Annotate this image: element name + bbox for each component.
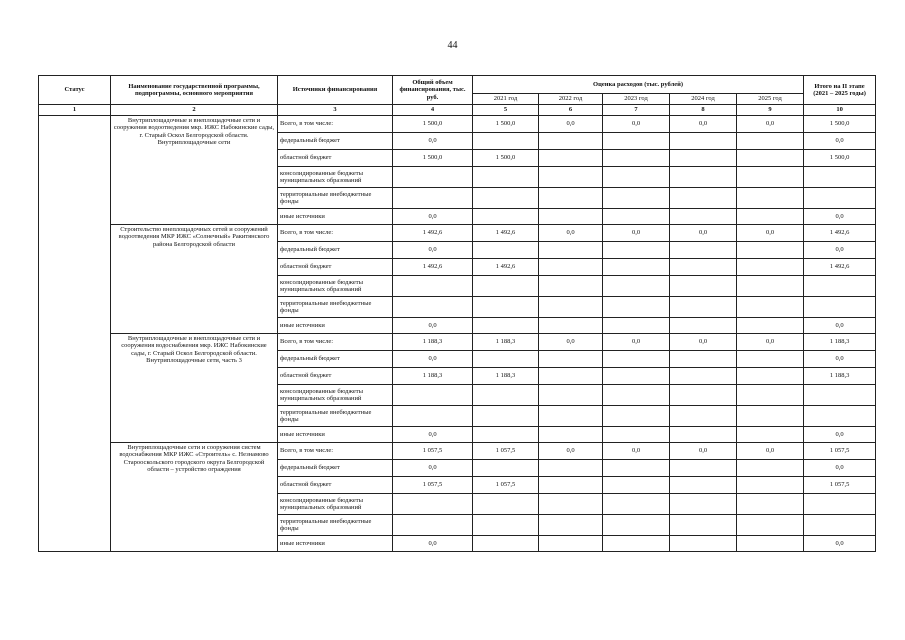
source-label-cell: иные источники bbox=[278, 209, 393, 225]
col-number: 4 bbox=[393, 105, 473, 116]
year-value-cell bbox=[539, 515, 603, 536]
year-value-cell: 0,0 bbox=[603, 443, 670, 460]
year-value-cell: 0,0 bbox=[670, 334, 737, 351]
year-value-cell bbox=[539, 167, 603, 188]
year-value-cell bbox=[737, 385, 804, 406]
year-value-cell bbox=[670, 368, 737, 385]
year-value-cell: 1 057,5 bbox=[473, 443, 539, 460]
source-label-cell: областной бюджет bbox=[278, 477, 393, 494]
stage-total-cell: 1 057,5 bbox=[804, 477, 876, 494]
total-cell: 0,0 bbox=[393, 536, 473, 552]
year-value-cell bbox=[473, 209, 539, 225]
year-value-cell bbox=[670, 536, 737, 552]
year-value-cell bbox=[737, 167, 804, 188]
year-header: 2024 год bbox=[670, 94, 737, 105]
year-value-cell bbox=[737, 133, 804, 150]
table-row bbox=[39, 116, 876, 133]
total-cell: 1 492,6 bbox=[393, 225, 473, 242]
source-label-cell: консолидированные бюджеты муниципальных образований bbox=[278, 494, 393, 515]
source-label-cell: Всего, в том числе: bbox=[278, 225, 393, 242]
year-value-cell: 0,0 bbox=[603, 225, 670, 242]
total-cell: 0,0 bbox=[393, 133, 473, 150]
year-value-cell bbox=[603, 242, 670, 259]
year-value-cell bbox=[539, 427, 603, 443]
stage-total-cell: 0,0 bbox=[804, 209, 876, 225]
year-value-cell: 0,0 bbox=[539, 334, 603, 351]
year-value-cell bbox=[737, 515, 804, 536]
source-label-cell: территориальные внебюджетные фонды bbox=[278, 297, 393, 318]
year-value-cell bbox=[539, 297, 603, 318]
year-value-cell bbox=[737, 188, 804, 209]
stage-total-cell: 0,0 bbox=[804, 318, 876, 334]
year-value-cell bbox=[670, 297, 737, 318]
year-value-cell bbox=[603, 188, 670, 209]
stage-total-cell: 1 492,6 bbox=[804, 259, 876, 276]
source-label-cell: федеральный бюджет bbox=[278, 242, 393, 259]
total-cell bbox=[393, 167, 473, 188]
total-cell bbox=[393, 297, 473, 318]
stage-total-cell bbox=[804, 297, 876, 318]
year-value-cell bbox=[737, 477, 804, 494]
year-value-cell bbox=[737, 297, 804, 318]
year-value-cell bbox=[737, 318, 804, 334]
source-label-cell: областной бюджет bbox=[278, 259, 393, 276]
total-cell: 1 057,5 bbox=[393, 477, 473, 494]
source-label-cell: областной бюджет bbox=[278, 368, 393, 385]
year-value-cell bbox=[603, 536, 670, 552]
year-value-cell bbox=[737, 351, 804, 368]
year-value-cell: 0,0 bbox=[539, 116, 603, 133]
year-value-cell bbox=[539, 351, 603, 368]
status-cell bbox=[39, 116, 111, 552]
year-value-cell bbox=[737, 276, 804, 297]
col-number: 5 bbox=[473, 105, 539, 116]
year-value-cell bbox=[603, 276, 670, 297]
year-value-cell bbox=[539, 494, 603, 515]
year-value-cell: 0,0 bbox=[737, 334, 804, 351]
source-label-cell: федеральный бюджет bbox=[278, 351, 393, 368]
year-value-cell: 1 188,3 bbox=[473, 368, 539, 385]
year-value-cell bbox=[670, 494, 737, 515]
year-value-cell bbox=[473, 460, 539, 477]
table-body bbox=[39, 116, 876, 552]
total-cell: 1 057,5 bbox=[393, 443, 473, 460]
year-value-cell bbox=[670, 242, 737, 259]
year-value-cell bbox=[473, 318, 539, 334]
year-value-cell: 0,0 bbox=[539, 443, 603, 460]
source-label-cell: Всего, в том числе: bbox=[278, 116, 393, 133]
page-number: 44 bbox=[447, 40, 458, 51]
header-program: Наименование государственной программы, подпрограммы, основного мероприятия bbox=[111, 76, 278, 105]
year-value-cell: 1 500,0 bbox=[473, 150, 539, 167]
year-value-cell: 0,0 bbox=[539, 225, 603, 242]
stage-total-cell: 0,0 bbox=[804, 427, 876, 443]
year-value-cell bbox=[473, 427, 539, 443]
total-cell: 1 188,3 bbox=[393, 334, 473, 351]
year-value-cell bbox=[737, 406, 804, 427]
year-value-cell bbox=[473, 276, 539, 297]
stage-total-cell: 0,0 bbox=[804, 242, 876, 259]
stage-total-cell: 1 492,6 bbox=[804, 225, 876, 242]
year-value-cell bbox=[539, 188, 603, 209]
header-stage-total: Итого на II этапе (2021 – 2025 годы) bbox=[804, 76, 876, 105]
header-status: Статус bbox=[39, 76, 111, 105]
year-value-cell bbox=[473, 133, 539, 150]
year-value-cell: 0,0 bbox=[737, 225, 804, 242]
year-value-cell bbox=[670, 385, 737, 406]
header-sources: Источники финансирования bbox=[278, 76, 393, 105]
col-number: 2 bbox=[111, 105, 278, 116]
year-value-cell bbox=[737, 494, 804, 515]
year-value-cell bbox=[603, 297, 670, 318]
year-value-cell bbox=[670, 276, 737, 297]
col-number: 7 bbox=[603, 105, 670, 116]
col-number: 6 bbox=[539, 105, 603, 116]
source-label-cell: иные источники bbox=[278, 427, 393, 443]
stage-total-cell: 1 500,0 bbox=[804, 116, 876, 133]
year-value-cell bbox=[539, 276, 603, 297]
source-label-cell: федеральный бюджет bbox=[278, 460, 393, 477]
year-value-cell bbox=[603, 477, 670, 494]
year-value-cell: 0,0 bbox=[670, 225, 737, 242]
table-row bbox=[39, 443, 876, 460]
year-value-cell bbox=[737, 209, 804, 225]
year-value-cell bbox=[473, 351, 539, 368]
stage-total-cell bbox=[804, 515, 876, 536]
year-value-cell bbox=[539, 406, 603, 427]
stage-total-cell: 1 188,3 bbox=[804, 334, 876, 351]
stage-total-cell: 0,0 bbox=[804, 351, 876, 368]
header-total: Общий объем финансирования, тыс. руб. bbox=[393, 76, 473, 105]
stage-total-cell: 1 188,3 bbox=[804, 368, 876, 385]
source-label-cell: иные источники bbox=[278, 318, 393, 334]
program-name-cell: Внутриплощадочные и внеплощадочные сети и сооружения водоотведения мкр. ИЖС Набокинские сады, г. Старый Оскол Белгородской области. Внутриплощадочные сети bbox=[111, 116, 278, 225]
year-value-cell bbox=[473, 536, 539, 552]
year-value-cell: 0,0 bbox=[737, 443, 804, 460]
year-value-cell bbox=[603, 460, 670, 477]
year-value-cell bbox=[737, 427, 804, 443]
year-value-cell bbox=[603, 150, 670, 167]
financing-table bbox=[38, 75, 876, 552]
year-value-cell bbox=[670, 188, 737, 209]
year-value-cell bbox=[670, 515, 737, 536]
year-value-cell bbox=[670, 460, 737, 477]
year-value-cell bbox=[603, 133, 670, 150]
year-value-cell bbox=[670, 167, 737, 188]
total-cell bbox=[393, 406, 473, 427]
year-value-cell: 0,0 bbox=[670, 116, 737, 133]
year-value-cell bbox=[670, 133, 737, 150]
year-value-cell: 1 492,6 bbox=[473, 225, 539, 242]
stage-total-cell bbox=[804, 406, 876, 427]
stage-total-cell: 0,0 bbox=[804, 460, 876, 477]
col-number: 1 bbox=[39, 105, 111, 116]
col-number: 3 bbox=[278, 105, 393, 116]
total-cell: 0,0 bbox=[393, 427, 473, 443]
year-value-cell bbox=[670, 150, 737, 167]
total-cell bbox=[393, 276, 473, 297]
total-cell: 1 492,6 bbox=[393, 259, 473, 276]
year-value-cell bbox=[473, 515, 539, 536]
stage-total-cell bbox=[804, 188, 876, 209]
total-cell: 0,0 bbox=[393, 318, 473, 334]
program-name-cell: Внутриплощадочные сети и сооружения систем водоснабжения МКР ИЖС «Строитель» с. Незнамово Старооскольского городского округа Белгородской области – устройство ограждения bbox=[111, 443, 278, 552]
year-value-cell bbox=[473, 297, 539, 318]
stage-total-cell: 0,0 bbox=[804, 536, 876, 552]
year-value-cell bbox=[539, 318, 603, 334]
year-value-cell bbox=[737, 368, 804, 385]
year-value-cell bbox=[737, 536, 804, 552]
year-value-cell bbox=[539, 477, 603, 494]
column-numbers-row bbox=[39, 105, 876, 116]
source-label-cell: консолидированные бюджеты муниципальных образований bbox=[278, 276, 393, 297]
year-value-cell bbox=[603, 259, 670, 276]
year-value-cell bbox=[603, 209, 670, 225]
year-header: 2021 год bbox=[473, 94, 539, 105]
table-row bbox=[39, 225, 876, 242]
year-value-cell bbox=[737, 460, 804, 477]
year-value-cell bbox=[603, 515, 670, 536]
total-cell bbox=[393, 385, 473, 406]
stage-total-cell bbox=[804, 276, 876, 297]
stage-total-cell bbox=[804, 494, 876, 515]
total-cell: 1 188,3 bbox=[393, 368, 473, 385]
year-value-cell bbox=[603, 318, 670, 334]
program-name-cell: Внутриплощадочные и внеплощадочные сети и сооружения водоснабжения мкр. ИЖС Набокинские сады, г. Старый Оскол Белгородской области. Внутриплощадочные сети, часть 3 bbox=[111, 334, 278, 443]
year-header: 2025 год bbox=[737, 94, 804, 105]
year-value-cell: 1 492,6 bbox=[473, 259, 539, 276]
year-value-cell bbox=[473, 188, 539, 209]
total-cell: 0,0 bbox=[393, 209, 473, 225]
stage-total-cell: 0,0 bbox=[804, 133, 876, 150]
year-value-cell bbox=[603, 167, 670, 188]
year-value-cell: 0,0 bbox=[603, 334, 670, 351]
year-value-cell: 1 057,5 bbox=[473, 477, 539, 494]
year-value-cell: 1 188,3 bbox=[473, 334, 539, 351]
source-label-cell: иные источники bbox=[278, 536, 393, 552]
year-value-cell bbox=[670, 406, 737, 427]
year-value-cell bbox=[473, 385, 539, 406]
year-value-cell bbox=[603, 385, 670, 406]
source-label-cell: Всего, в том числе: bbox=[278, 334, 393, 351]
total-cell: 1 500,0 bbox=[393, 150, 473, 167]
total-cell bbox=[393, 494, 473, 515]
table-row bbox=[39, 334, 876, 351]
source-label-cell: областной бюджет bbox=[278, 150, 393, 167]
total-cell: 0,0 bbox=[393, 351, 473, 368]
year-value-cell bbox=[473, 494, 539, 515]
year-value-cell bbox=[603, 406, 670, 427]
total-cell bbox=[393, 188, 473, 209]
year-value-cell bbox=[473, 167, 539, 188]
total-cell: 1 500,0 bbox=[393, 116, 473, 133]
header-estimate: Оценка расходов (тыс. рублей) bbox=[473, 76, 804, 94]
year-value-cell: 1 500,0 bbox=[473, 116, 539, 133]
col-number: 9 bbox=[737, 105, 804, 116]
source-label-cell: федеральный бюджет bbox=[278, 133, 393, 150]
year-value-cell bbox=[670, 259, 737, 276]
year-value-cell bbox=[670, 209, 737, 225]
year-value-cell bbox=[737, 259, 804, 276]
year-value-cell bbox=[603, 427, 670, 443]
total-cell: 0,0 bbox=[393, 460, 473, 477]
year-header: 2023 год bbox=[603, 94, 670, 105]
year-value-cell bbox=[539, 460, 603, 477]
source-label-cell: Всего, в том числе: bbox=[278, 443, 393, 460]
source-label-cell: консолидированные бюджеты муниципальных образований bbox=[278, 385, 393, 406]
year-header: 2022 год bbox=[539, 94, 603, 105]
stage-total-cell bbox=[804, 385, 876, 406]
year-value-cell bbox=[603, 494, 670, 515]
stage-total-cell: 1 057,5 bbox=[804, 443, 876, 460]
stage-total-cell: 1 500,0 bbox=[804, 150, 876, 167]
year-value-cell bbox=[473, 242, 539, 259]
year-value-cell bbox=[670, 318, 737, 334]
source-label-cell: территориальные внебюджетные фонды bbox=[278, 188, 393, 209]
source-label-cell: территориальные внебюджетные фонды bbox=[278, 515, 393, 536]
col-number: 10 bbox=[804, 105, 876, 116]
year-value-cell: 0,0 bbox=[737, 116, 804, 133]
stage-total-cell bbox=[804, 167, 876, 188]
year-value-cell bbox=[737, 150, 804, 167]
year-value-cell bbox=[603, 368, 670, 385]
total-cell: 0,0 bbox=[393, 242, 473, 259]
year-value-cell bbox=[670, 351, 737, 368]
year-value-cell bbox=[539, 133, 603, 150]
year-value-cell bbox=[603, 351, 670, 368]
year-value-cell bbox=[670, 477, 737, 494]
year-value-cell bbox=[539, 259, 603, 276]
year-value-cell: 0,0 bbox=[670, 443, 737, 460]
year-value-cell: 0,0 bbox=[603, 116, 670, 133]
year-value-cell bbox=[670, 427, 737, 443]
year-value-cell bbox=[539, 209, 603, 225]
total-cell bbox=[393, 515, 473, 536]
year-value-cell bbox=[473, 406, 539, 427]
year-value-cell bbox=[539, 536, 603, 552]
source-label-cell: консолидированные бюджеты муниципальных образований bbox=[278, 167, 393, 188]
year-value-cell bbox=[539, 242, 603, 259]
year-value-cell bbox=[539, 385, 603, 406]
program-name-cell: Строительство внеплощадочных сетей и сооружений водоотведения МКР ИЖС «Солнечный» Ракитянского района Белгородской области bbox=[111, 225, 278, 334]
year-value-cell bbox=[539, 368, 603, 385]
year-value-cell bbox=[737, 242, 804, 259]
source-label-cell: территориальные внебюджетные фонды bbox=[278, 406, 393, 427]
col-number: 8 bbox=[670, 105, 737, 116]
year-value-cell bbox=[539, 150, 603, 167]
